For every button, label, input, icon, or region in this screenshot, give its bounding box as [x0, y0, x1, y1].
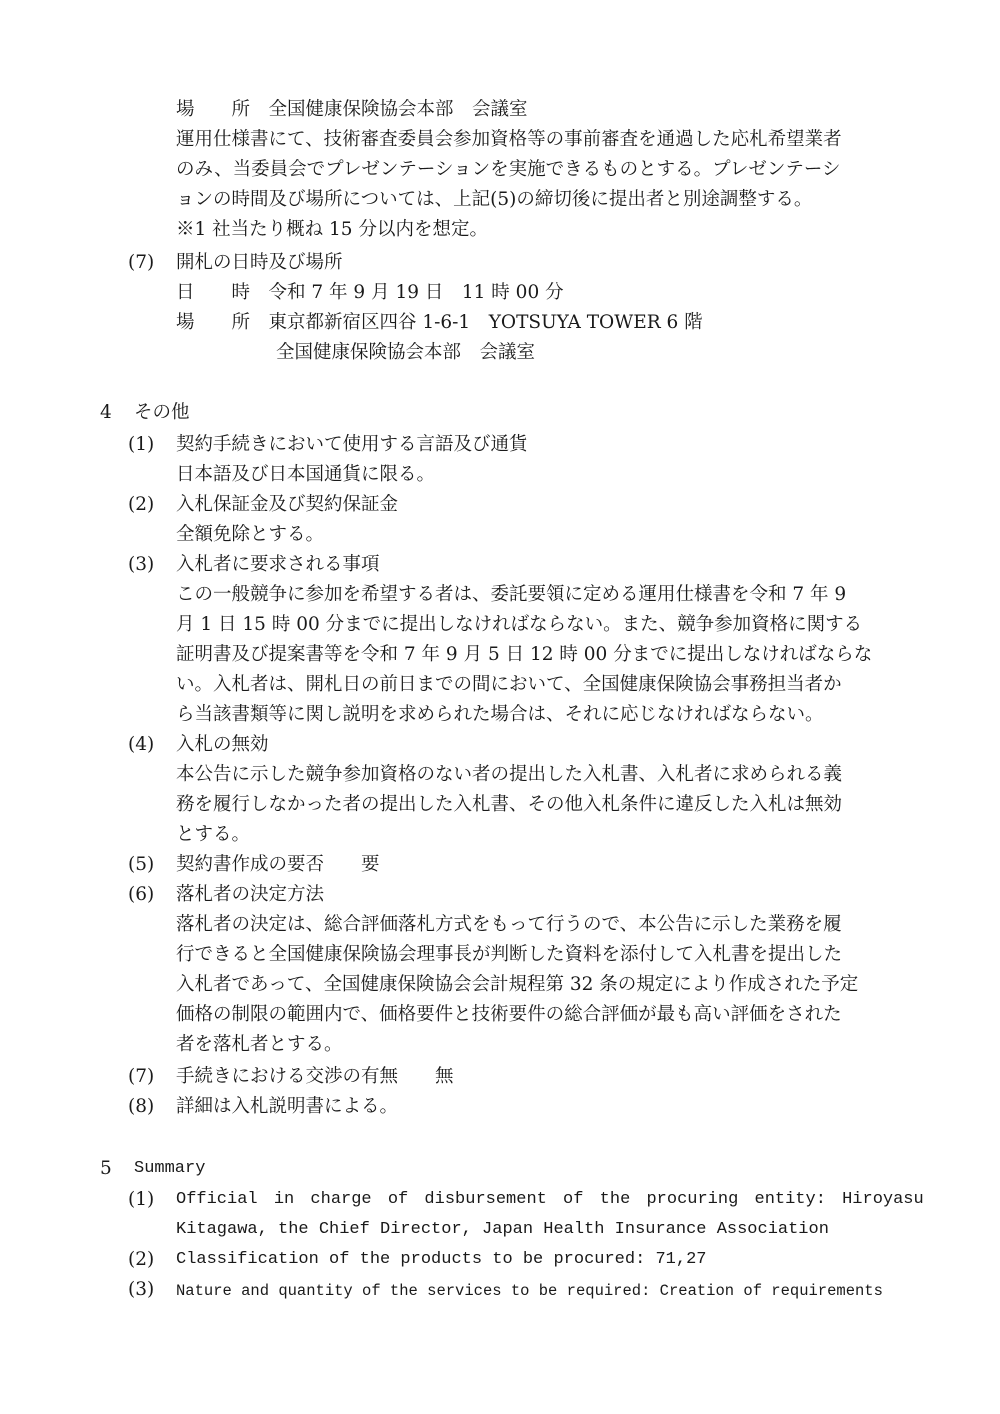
- paragraph-line: 月 1 日 15 時 00 分までに提出しなければならない。また、競争参加資格に関する: [176, 614, 863, 635]
- paragraph-line: 入札者であって、全国健康保険協会会計規程第 32 条の規定により作成された予定: [176, 974, 859, 995]
- paragraph-line: 務を履行しなかった者の提出した入札書、その他入札条件に違反した入札は無効: [176, 794, 843, 815]
- paragraph-line: のみ、当委員会でプレゼンテーションを実施できるものとする。プレゼンテーシ: [176, 159, 841, 180]
- item-number: (1): [128, 1189, 155, 1210]
- item-number: (3): [128, 1279, 155, 1300]
- paragraph-line: 日本語及び日本国通貨に限る。: [176, 464, 436, 485]
- item-number: (3): [128, 554, 155, 575]
- venue-line: 場 所 全国健康保険協会本部 会議室: [176, 99, 528, 120]
- item-number: (7): [128, 1066, 155, 1087]
- section-number: 5: [100, 1158, 112, 1179]
- note-line: ※1 社当たり概ね 15 分以内を想定。: [176, 219, 488, 240]
- paragraph-line: 本公告に示した競争参加資格のない者の提出した入札書、入札者に求められる義: [176, 764, 843, 785]
- item-number: (8): [128, 1096, 155, 1117]
- datetime-line: 日 時 令和 7 年 9 月 19 日 11 時 00 分: [176, 282, 564, 303]
- paragraph-line: 行できると全国健康保険協会理事長が判断した資料を添付して入札書を提出した: [176, 944, 843, 965]
- item-heading: 手続きにおける交渉の有無 無: [176, 1066, 454, 1087]
- paragraph-line: 運用仕様書にて、技術審査委員会参加資格等の事前審査を通過した応札希望業者: [176, 129, 842, 150]
- item-number: (1): [128, 434, 155, 455]
- summary-line: Nature and quantity of the services to be required: Creation of requirements: [176, 1282, 883, 1300]
- item-heading: 落札者の決定方法: [176, 884, 325, 905]
- paragraph-line: ら当該書類等に関し説明を求められた場合は、それに応じなければならない。: [176, 704, 824, 725]
- section-heading: Summary: [134, 1159, 206, 1178]
- paragraph-line: 落札者の決定は、総合評価落札方式をもって行うので、本公告に示した業務を履: [176, 914, 842, 935]
- paragraph-line: この一般競争に参加を希望する者は、委託要領に定める運用仕様書を令和 7 年 9: [176, 584, 847, 605]
- venue-line: 全国健康保険協会本部 会議室: [276, 342, 536, 363]
- item-heading: 詳細は入札説明書による。: [176, 1096, 399, 1117]
- item-heading: 契約書作成の要否 要: [176, 854, 380, 875]
- item-number: (2): [128, 1249, 155, 1270]
- item-number: (6): [128, 884, 155, 905]
- item-number: (2): [128, 494, 155, 515]
- paragraph-line: 全額免除とする。: [176, 524, 325, 545]
- paragraph-line: 価格の制限の範囲内で、価格要件と技術要件の総合評価が最も高い評価をされた: [176, 1004, 842, 1025]
- section-number: 4: [100, 402, 112, 423]
- item-heading: 契約手続きにおいて使用する言語及び通貨: [176, 434, 528, 455]
- paragraph-line: 者を落札者とする。: [176, 1034, 343, 1055]
- item-number: (7): [128, 252, 155, 273]
- summary-line: Kitagawa, the Chief Director, Japan Health Insurance Association: [176, 1220, 829, 1239]
- paragraph-line: 証明書及び提案書等を令和 7 年 9 月 5 日 12 時 00 分までに提出しなければならな: [176, 644, 873, 665]
- item-heading: 開札の日時及び場所: [176, 252, 343, 273]
- item-number: (4): [128, 734, 155, 755]
- item-heading: 入札者に要求される事項: [176, 554, 380, 575]
- section-heading: その他: [134, 402, 190, 423]
- item-number: (5): [128, 854, 155, 875]
- venue-line: 場 所 東京都新宿区四谷 1-6-1 YOTSUYA TOWER 6 階: [176, 312, 703, 333]
- item-heading: 入札保証金及び契約保証金: [176, 494, 399, 515]
- paragraph-line: ョンの時間及び場所については、上記(5)の締切後に提出者と別途調整する。: [176, 189, 813, 210]
- paragraph-line: い。入札者は、開札日の前日までの間において、全国健康保険協会事務担当者か: [176, 674, 842, 695]
- item-heading: 入札の無効: [176, 734, 269, 755]
- paragraph-line: とする。: [176, 824, 251, 845]
- summary-line: Classification of the products to be procured: 71,27: [176, 1250, 707, 1269]
- summary-line: Official in charge of disbursement of the procuring entity: Hiroyasu: [176, 1190, 924, 1209]
